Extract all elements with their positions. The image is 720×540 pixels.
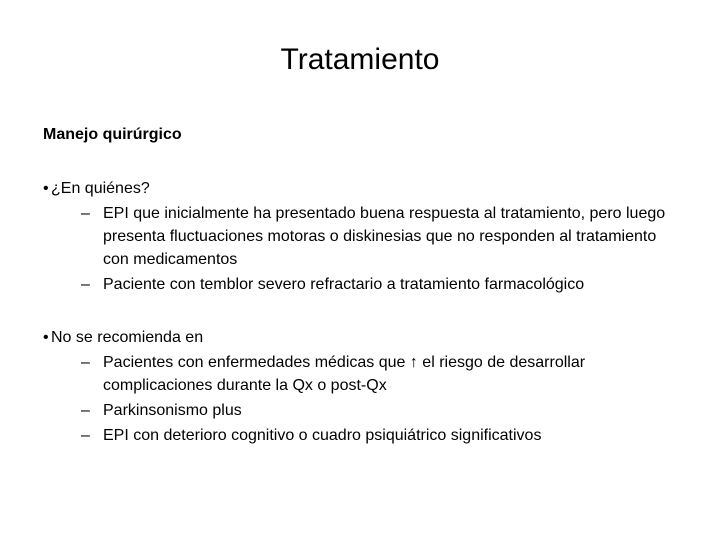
sub-item bbox=[43, 351, 683, 397]
slide-subtitle: Manejo quirúrgico bbox=[43, 126, 182, 143]
bullet-label: ¿En quiénes? bbox=[51, 180, 150, 197]
bullet-icon: • bbox=[43, 329, 49, 346]
dash-icon: – bbox=[81, 205, 90, 222]
sub-item-text: EPI que inicialmente ha presentado buena respuesta al tratamiento, pero luego presenta fluctuaciones motoras o diskinesias que no responden al tratamiento con medicamentos bbox=[103, 205, 666, 268]
bullet-icon: • bbox=[43, 180, 49, 197]
bullet-item bbox=[43, 178, 683, 200]
dash-icon: – bbox=[81, 354, 90, 371]
section-not-recommended bbox=[43, 327, 683, 449]
section-candidates bbox=[43, 178, 683, 298]
slide-title: Tratamiento bbox=[280, 43, 440, 76]
sub-item bbox=[43, 424, 683, 447]
sub-item-text: Paciente con temblor severo refractario a tratamiento farmacológico bbox=[103, 276, 585, 293]
sub-item bbox=[43, 273, 683, 296]
sub-list bbox=[43, 351, 683, 447]
sub-item-text: Pacientes con enfermedades médicas que ↑ el riesgo de desarrollar complicaciones durante la Qx o post-Qx bbox=[103, 354, 586, 394]
sub-item bbox=[43, 202, 683, 271]
bullet-item bbox=[43, 327, 683, 349]
dash-icon: – bbox=[81, 276, 90, 293]
sub-item bbox=[43, 399, 683, 422]
bullet-label: No se recomienda en bbox=[51, 329, 204, 346]
sub-item-text: Parkinsonismo plus bbox=[103, 402, 242, 419]
dash-icon: – bbox=[81, 427, 90, 444]
sub-list bbox=[43, 202, 683, 296]
dash-icon: – bbox=[81, 402, 90, 419]
sub-item-text: EPI con deterioro cognitivo o cuadro psiquiátrico significativos bbox=[103, 427, 542, 444]
